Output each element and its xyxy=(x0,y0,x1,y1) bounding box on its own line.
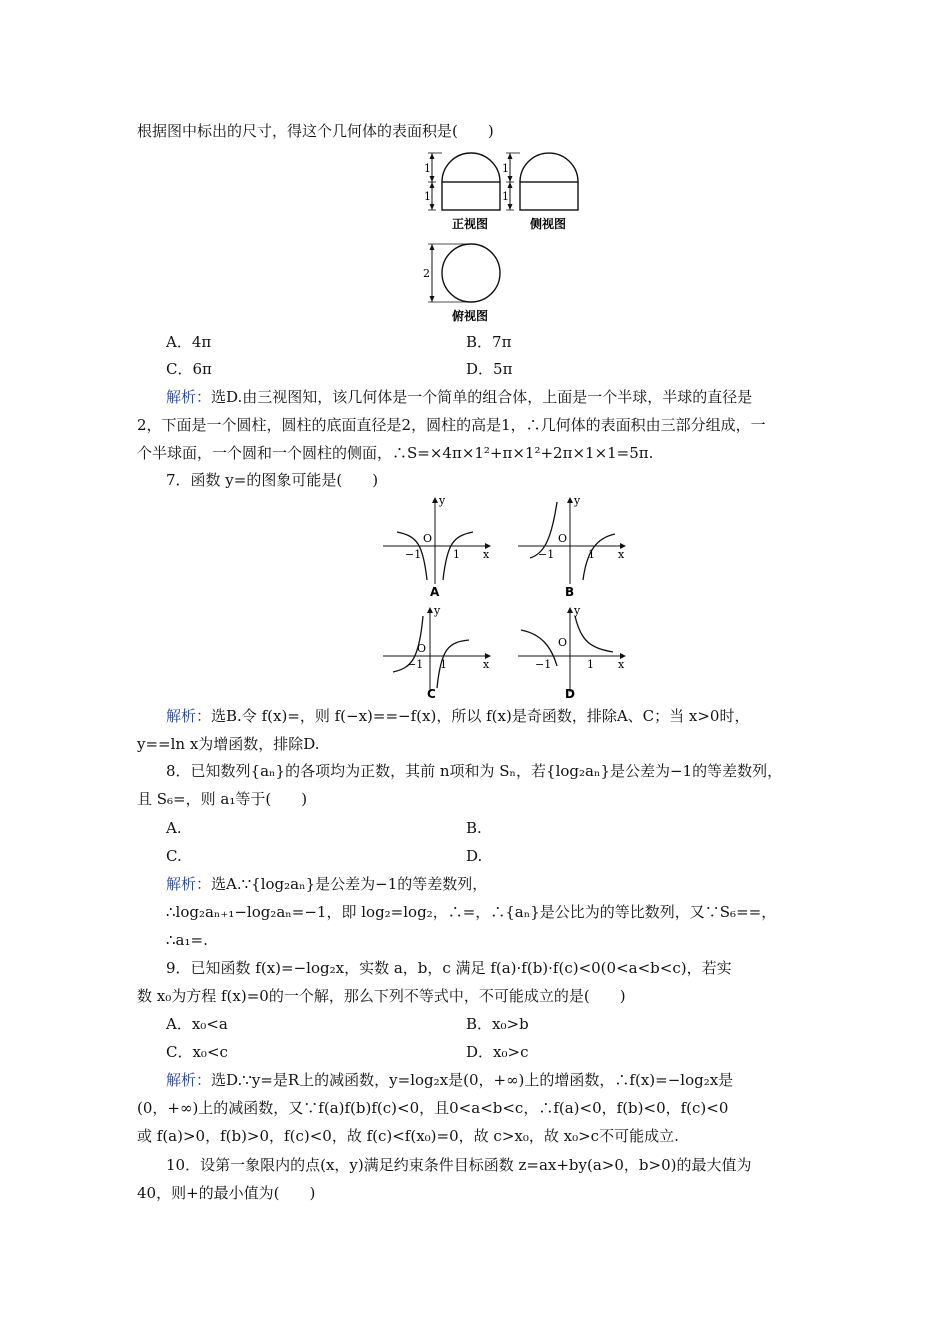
graph-d-origin: O xyxy=(558,636,568,649)
graph-d-y-label: y xyxy=(574,604,581,617)
q8-stem-line-1: 8．已知数列{aₙ}的各项均为正数，其前 n项和为 Sₙ，若{log₂aₙ}是公差为−1的等差数列， xyxy=(166,762,783,780)
front-view-caption: 正视图 xyxy=(452,217,489,231)
graph-a-caption: A xyxy=(430,585,440,599)
graph-c-x-label: x xyxy=(483,658,490,671)
side-dim-upper: 1 xyxy=(502,162,509,175)
solution-label: 解析： xyxy=(166,707,212,725)
q6-solution-line-2: 2，下面是一个圆柱，圆柱的底面直径是2，圆柱的高是1，∴几何体的表面积由三部分组成，一 xyxy=(137,416,766,434)
q6-option-b: B．7π xyxy=(466,333,512,351)
graph-b-x-label: x xyxy=(618,548,625,561)
front-dim-lower: 1 xyxy=(424,190,431,203)
q8-option-d: D. xyxy=(466,847,483,865)
top-view-drawing xyxy=(428,244,500,302)
q9-stem-line-1: 9．已知函数 f(x)=−log₂x，实数 a，b，c 满足 f(a)·f(b)·f(c)<0(0<a<b<c)，若实 xyxy=(166,959,732,977)
three-view-figure xyxy=(410,148,590,328)
q9-solution-line-1: 解析：选D.∵y=是R上的减函数，y=log₂x是(0，+∞)上的增函数，∴f(x)=−log₂x是 xyxy=(166,1071,734,1089)
graph-b-caption: B xyxy=(565,585,575,599)
side-dim-lower: 1 xyxy=(502,190,509,203)
graph-d-x-label: x xyxy=(618,658,625,671)
side-view-caption: 侧视图 xyxy=(530,217,567,231)
q10-stem-line-2: 40，则+的最小值为( ) xyxy=(137,1184,316,1202)
q6-option-a: A．4π xyxy=(166,333,212,351)
q9-solution-line-2: (0，+∞)上的减函数，又∵f(a)f(b)f(c)<0，且0<a<b<c，∴f(a)<0，f(b)<0，f(c)<0 xyxy=(137,1099,729,1117)
solution-label: 解析： xyxy=(166,1071,212,1089)
q6-solution-line-1: 解析：选D.由三视图知，该几何体是一个简单的组合体，上面是一个半球，半球的直径是 xyxy=(166,388,753,406)
graph-c-origin: O xyxy=(417,642,427,655)
graph-b xyxy=(518,494,625,599)
graph-a xyxy=(383,494,490,599)
q6-option-d: D．5π xyxy=(466,360,513,378)
q9-option-b: B．x₀>b xyxy=(466,1015,529,1033)
top-dim: 2 xyxy=(423,267,430,280)
graph-b-neg1: −1 xyxy=(538,548,555,561)
q9-option-c: C．x₀<c xyxy=(166,1043,228,1061)
graph-c-neg1: −1 xyxy=(407,658,424,671)
graph-b-y-label: y xyxy=(574,494,581,507)
q9-option-a: A．x₀<a xyxy=(166,1015,228,1033)
side-view-drawing xyxy=(506,153,578,210)
graph-d-caption: D xyxy=(565,687,575,701)
graph-c-y-label: y xyxy=(434,604,441,617)
graph-a-pos1: 1 xyxy=(453,548,460,561)
q10-stem-line-1: 10．设第一象限内的点(x，y)满足约束条件目标函数 z=ax+by(a>0，b>0)的最大值为 xyxy=(166,1156,752,1174)
graph-a-origin: O xyxy=(423,532,433,545)
graph-a-neg1: −1 xyxy=(405,548,422,561)
q6-option-c: C．6π xyxy=(166,360,212,378)
solution-label: 解析： xyxy=(166,875,212,893)
q6-stem: 根据图中标出的尺寸，得这个几何体的表面积是( ) xyxy=(137,122,494,140)
top-view-caption: 俯视图 xyxy=(452,309,489,323)
q9-option-d: D．x₀>c xyxy=(466,1043,529,1061)
function-graphs-figure xyxy=(375,492,635,702)
graph-d-pos1: 1 xyxy=(587,658,594,671)
q8-option-a: A. xyxy=(166,819,182,837)
graph-b-origin: O xyxy=(558,532,568,545)
graph-c-caption: C xyxy=(427,687,436,701)
q8-stem-line-2: 且 S₆=，则 a₁等于( ) xyxy=(137,790,308,808)
q6-solution-line-3: 个半球面，一个圆和一个圆柱的侧面，∴S=×4π×1²+π×1²+2π×1×1=5π. xyxy=(137,444,654,462)
q8-solution-line-1: 解析：选A.∵{log₂aₙ}是公差为−1的等差数列， xyxy=(166,875,488,893)
solution-label: 解析： xyxy=(166,388,212,406)
q8-solution-line-3: ∴a₁=. xyxy=(166,931,208,949)
q7-solution-line-1: 解析：选B.令 f(x)=，则 f(−x)==−f(x)，所以 f(x)是奇函数，排除A、C；当 x>0时， xyxy=(166,707,750,725)
q8-option-b: B. xyxy=(466,819,482,837)
graph-d xyxy=(518,604,625,701)
q9-stem-line-2: 数 x₀为方程 f(x)=0的一个解，那么下列不等式中，不可能成立的是( ) xyxy=(137,987,626,1005)
graph-c xyxy=(383,604,490,701)
graph-c-pos1: 1 xyxy=(440,658,447,671)
front-dim-upper: 1 xyxy=(424,162,431,175)
front-view-drawing xyxy=(428,153,500,210)
q8-option-c: C. xyxy=(166,847,182,865)
graph-b-pos1: 1 xyxy=(588,548,595,561)
q8-solution-line-2: ∴log₂aₙ₊₁−log₂aₙ=−1，即 log₂=log₂，∴=，∴{aₙ}是公比为的等比数列，又∵S₆==， xyxy=(166,903,777,921)
q7-solution-line-2: y==ln x为增函数，排除D. xyxy=(137,735,320,753)
graph-a-x-label: x xyxy=(483,548,490,561)
graph-a-y-label: y xyxy=(439,494,446,507)
graph-d-neg1: −1 xyxy=(535,658,552,671)
q9-solution-line-3: 或 f(a)>0，f(b)>0，f(c)<0，故 f(c)<f(x₀)=0，故 c>x₀，故 x₀>c不可能成立. xyxy=(137,1127,679,1145)
q7-stem: 7．函数 y=的图象可能是( ) xyxy=(166,471,379,489)
